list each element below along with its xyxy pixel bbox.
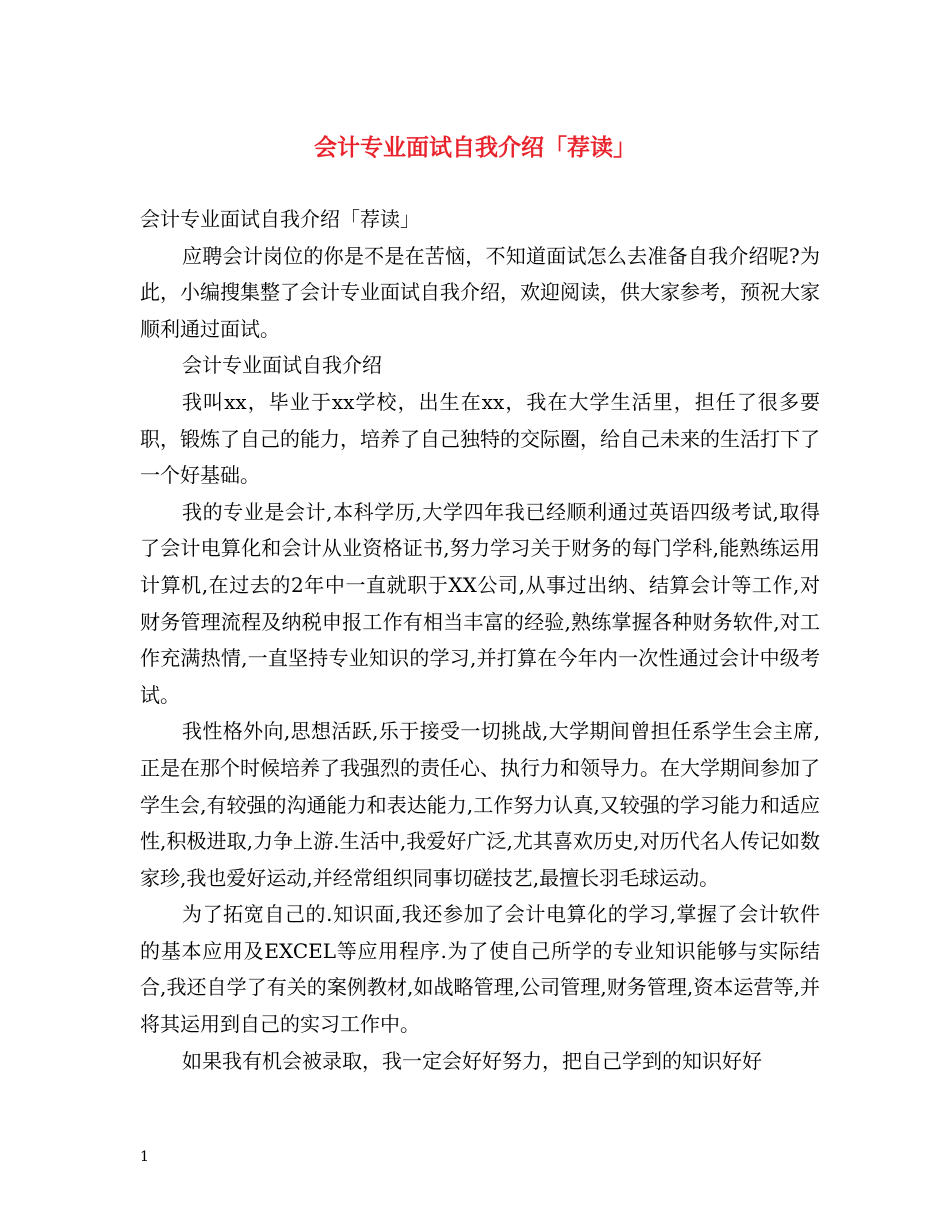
paragraph-intro: 应聘会计岗位的你是不是在苦恼，不知道面试怎么去准备自我介绍呢?为此，小编搜集整了会计专业面试自我介绍，欢迎阅读，供大家参考，预祝大家顺利通过面试。	[140, 243, 820, 341]
document-title: 会计专业面试自我介绍「荐读」	[314, 134, 636, 161]
paragraph-heading: 会计专业面试自我介绍「荐读」	[140, 207, 420, 231]
paragraph-major-experience: 我的专业是会计,本科学历,大学四年我已经顺利通过英语四级考试,取得了会计电算化和会计从业资格证书,努力学习关于财务的每门学科,能熟练运用计算机,在过去的2年中一直就职于XX公司,从事过出纳、结算会计等工作,对财务管理流程及纳税申报工作有相当丰富的经验,熟练掌握各种财务软件,对工作充满热情,一直坚持专业知识的学习,并打算在今年内一次性通过会计中级考试。	[140, 499, 820, 707]
paragraph-knowledge: 为了拓宽自己的.知识面,我还参加了会计电算化的学习,掌握了会计软件的基本应用及EXCEL等应用程序.为了使自己所学的专业知识能够与实际结合,我还自学了有关的案例教材,如战略管理,公司管理,财务管理,资本运营等,并将其运用到自己的实习工作中。	[140, 902, 820, 1037]
paragraph-closing: 如果我有机会被录取，我一定会好好努力，把自己学到的知识好好	[182, 1048, 762, 1073]
paragraph-subheading: 会计专业面试自我介绍	[182, 353, 382, 378]
page-number: 1	[140, 1149, 149, 1165]
paragraph-name-background: 我叫xx，毕业于xx学校，出生在xx，我在大学生活里，担任了很多要职，锻炼了自己的能力，培养了自己独特的交际圈，给自己未来的生活打下了一个好基础。	[140, 389, 820, 488]
paragraph-personality: 我性格外向,思想活跃,乐于接受一切挑战,大学期间曾担任系学生会主席,正是在那个时候培养了我强烈的责任心、执行力和领导力。在大学期间参加了学生会,有较强的沟通能力和表达能力,工作努力认真,又较强的学习能力和适应性,积极进取,力争上游.生活中,我爱好广泛,尤其喜欢历史,对历代名人传记如数家珍,我也爱好运动,并经常组织同事切磋技艺,最擅长羽毛球运动。	[140, 719, 820, 890]
document-body	[140, 201, 820, 1079]
